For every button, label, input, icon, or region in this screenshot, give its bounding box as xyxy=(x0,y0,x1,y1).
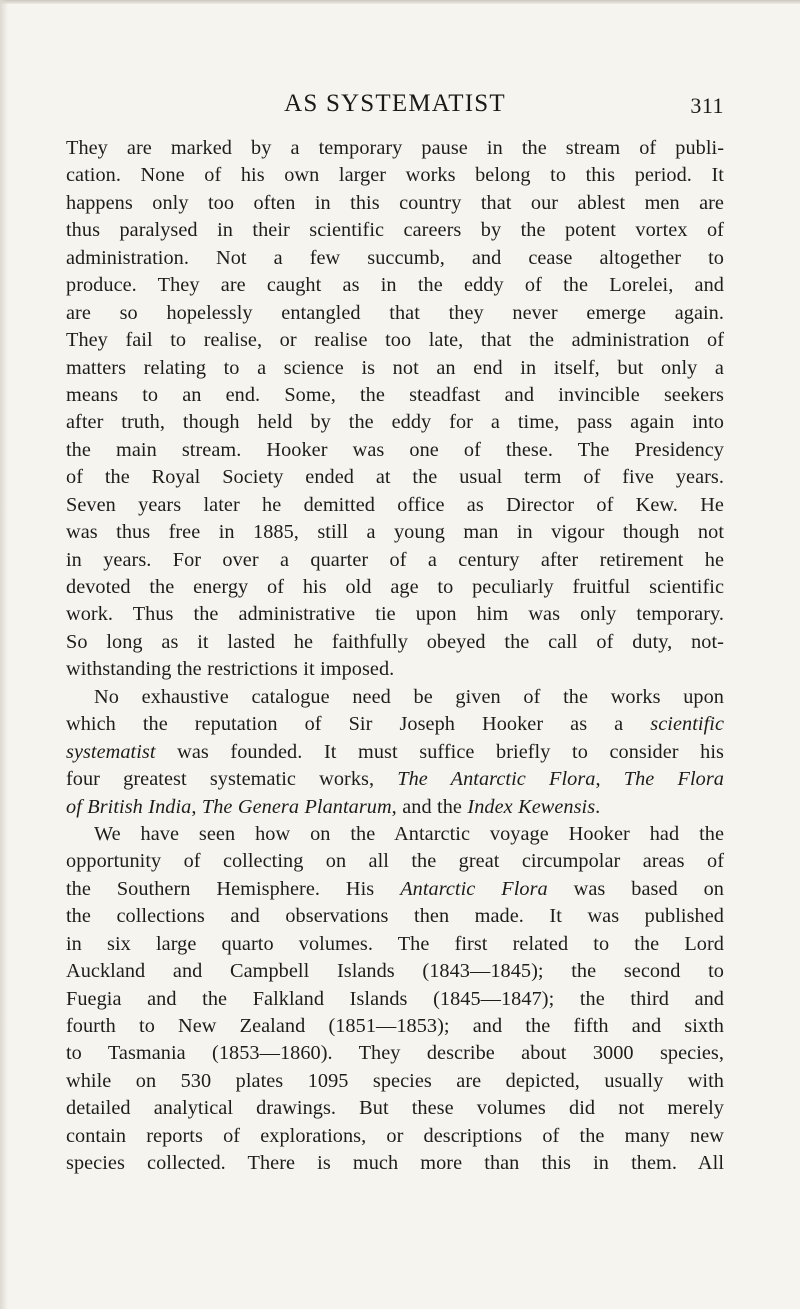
text-segment: Auckland and Campbell Islands (1843—1845); the second to xyxy=(66,960,724,983)
text-segment: which the reputation of Sir Joseph Hooker as a xyxy=(66,713,651,736)
text-segment: the collections and observations then made. It was published xyxy=(66,905,724,928)
text-line xyxy=(66,1095,724,1122)
text-segment: in years. For over a quarter of a century after retirement he xyxy=(66,548,724,571)
text-line xyxy=(66,162,724,189)
text-segment: are so hopelessly entangled that they never emerge again. xyxy=(66,301,724,324)
text-segment: was thus free in 1885, still a young man in vigour though not xyxy=(66,521,724,544)
text-segment: opportunity of collecting on all the great circumpolar areas of xyxy=(66,850,724,873)
text-segment: contain reports of explorations, or descriptions of the many new xyxy=(66,1124,724,1147)
text-line xyxy=(66,684,724,711)
text-segment: They fail to realise, or realise too late, that the administration of xyxy=(66,329,724,352)
text-line xyxy=(66,1040,724,1067)
text-segment: in six large quarto volumes. The first related to the Lord xyxy=(66,932,724,955)
page-header xyxy=(66,84,724,124)
text-line xyxy=(66,382,724,409)
text-line xyxy=(66,986,724,1013)
text-line xyxy=(66,903,724,930)
text-line xyxy=(66,739,724,766)
body-text xyxy=(66,135,724,1178)
text-segment: , xyxy=(191,795,202,818)
text-line xyxy=(66,656,724,683)
text-line xyxy=(66,711,724,738)
text-segment: of the Royal Society ended at the usual term of five years. xyxy=(66,466,724,489)
text-line xyxy=(66,958,724,985)
page-number: 311 xyxy=(690,93,724,118)
text-segment: means to an end. Some, the steadfast and invincible seekers xyxy=(66,383,724,406)
page-gutter-shadow xyxy=(0,0,8,1309)
text-line xyxy=(66,245,724,272)
text-line xyxy=(66,931,724,958)
text-segment: Seven years later he demitted office as Director of Kew. He xyxy=(66,493,724,516)
italic-text: The Flora xyxy=(623,768,724,791)
text-line xyxy=(66,876,724,903)
text-segment: happens only too often in this country that our ablest men are xyxy=(66,191,724,214)
text-segment: fourth to New Zealand (1851—1853); and the fifth and sixth xyxy=(66,1015,724,1037)
text-segment: while on 530 plates 1095 species are depicted, usually with xyxy=(66,1069,724,1092)
text-segment: work. Thus the administrative tie upon him was only temporary. xyxy=(66,603,724,626)
text-segment: , and the xyxy=(391,795,468,818)
italic-text: The Genera Plantarum xyxy=(201,795,392,818)
text-line xyxy=(66,300,724,327)
text-segment: the Southern Hemisphere. His xyxy=(66,877,401,900)
running-head: AS SYSTEMATIST xyxy=(284,90,506,117)
text-segment: after truth, though held by the eddy for a time, pass again into xyxy=(66,411,724,434)
text-line xyxy=(66,821,724,848)
text-line xyxy=(66,217,724,244)
text-segment: four greatest systematic works, xyxy=(66,768,398,791)
text-line xyxy=(66,1150,724,1177)
text-segment: devoted the energy of his old age to peculiarly fruitful scientific xyxy=(66,576,724,598)
text-line xyxy=(66,766,724,793)
text-line xyxy=(66,464,724,491)
text-line xyxy=(66,794,724,821)
text-line xyxy=(66,272,724,299)
page-top-edge xyxy=(0,0,800,4)
text-segment: withstanding the restrictions it imposed. xyxy=(66,658,395,681)
text-line xyxy=(66,574,724,601)
italic-text: The Antarctic Flora xyxy=(397,768,596,791)
text-line xyxy=(66,1013,724,1040)
italic-text: of British India xyxy=(66,795,192,818)
text-segment: detailed analytical drawings. But these volumes did not merely xyxy=(66,1097,724,1120)
text-line xyxy=(66,492,724,519)
text-segment: Fuegia and the Falkland Islands (1845—1847); the third and xyxy=(66,987,724,1010)
text-segment: We have seen how on the Antarctic voyage Hooker had the xyxy=(94,822,724,845)
italic-text: scientific xyxy=(650,713,724,736)
text-line xyxy=(66,848,724,875)
text-segment: administration. Not a few succumb, and cease altogether to xyxy=(66,246,724,269)
text-line xyxy=(66,135,724,162)
text-line xyxy=(66,437,724,464)
text-line xyxy=(66,519,724,546)
italic-text: systematist xyxy=(66,740,156,763)
text-line xyxy=(66,190,724,217)
italic-text: Antarctic Flora xyxy=(400,877,548,900)
text-segment: thus paralysed in their scientific careers by the potent vortex of xyxy=(66,219,724,242)
text-segment: was based on xyxy=(547,877,724,900)
text-line xyxy=(66,327,724,354)
text-segment: the main stream. Hooker was one of these. The Presidency xyxy=(66,438,724,461)
text-segment: . xyxy=(595,795,601,818)
text-segment: produce. They are caught as in the eddy of the Lorelei, and xyxy=(66,274,724,297)
text-segment: So long as it lasted he faithfully obeyed the call of duty, not- xyxy=(66,630,724,653)
text-line xyxy=(66,1068,724,1095)
text-segment: to Tasmania (1853—1860). They describe about 3000 species, xyxy=(66,1042,724,1065)
text-segment: was founded. It must suffice briefly to consider his xyxy=(155,740,724,763)
text-line xyxy=(66,1123,724,1150)
text-line xyxy=(66,601,724,628)
text-segment: cation. None of his own larger works belong to this period. It xyxy=(66,164,724,187)
text-segment: matters relating to a science is not an end in itself, but only a xyxy=(66,356,724,379)
text-segment: No exhaustive catalogue need be given of the works upon xyxy=(94,685,724,708)
text-line xyxy=(66,409,724,436)
italic-text: Index Kewensis xyxy=(467,795,596,818)
text-line xyxy=(66,355,724,382)
text-segment: , xyxy=(595,768,624,791)
text-line xyxy=(66,547,724,574)
text-segment: species collected. There is much more than this in them. All xyxy=(66,1152,724,1175)
text-line xyxy=(66,629,724,656)
text-segment: They are marked by a temporary pause in the stream of publi- xyxy=(66,137,724,159)
